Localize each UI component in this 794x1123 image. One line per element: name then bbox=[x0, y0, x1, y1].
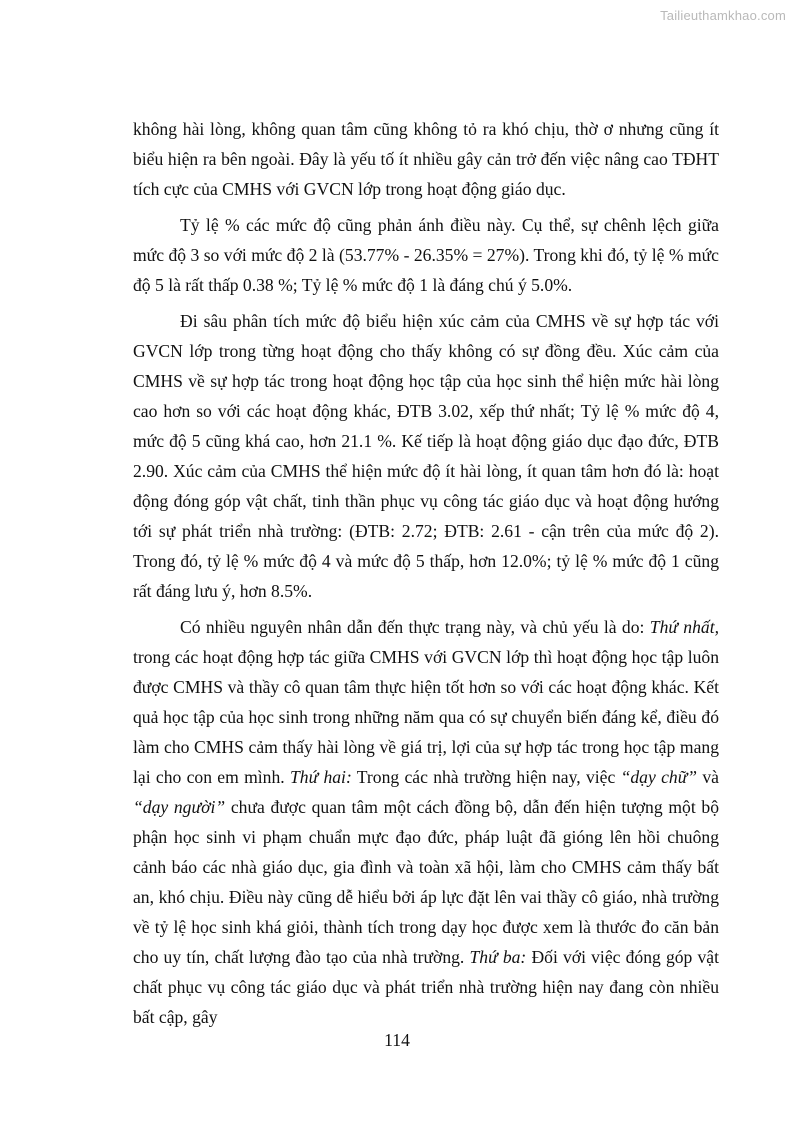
text-segment: chưa được quan tâm một cách đồng bộ, dẫn đến hiện tượng một bộ phận học sinh vi phạm chuẩn mực đạo đức, pháp luật đã gióng lên hồi chuông cảnh báo các nhà giáo dục, gia đình và toàn xã hội, làm cho CMHS cảm thấy bất an, khó chịu. Điều này cũng dễ hiểu bởi áp lực đặt lên vai thầy cô giáo, nhà trường về tỷ lệ học sinh khá giỏi, thành tích trong dạy học được xem là thước đo căn bản cho uy tín, chất lượng đào tạo của nhà trường. bbox=[133, 797, 719, 967]
text-segment: Đối với việc đóng góp vật chất phục vụ công tác giáo dục và phát triển nhà trường hiện nay đang còn nhiều bất cập, gây bbox=[133, 947, 719, 1027]
italic-segment: Thứ hai: bbox=[289, 767, 352, 787]
page-number: 114 bbox=[384, 1030, 410, 1050]
text-segment: Có nhiều nguyên nhân dẫn đến thực trạng này, và chủ yếu là do: bbox=[180, 617, 650, 637]
italic-segment: “dạy người” bbox=[133, 797, 226, 817]
text-segment: và bbox=[697, 767, 719, 787]
italic-segment: Thứ nhất, bbox=[649, 617, 719, 637]
text-segment: Tỷ lệ % các mức độ cũng phản ánh điều này. Cụ thể, sự chênh lệch giữa mức độ 3 so với mức độ 2 là (53.77% - 26.35% = 27%). Trong khi đó, tỷ lệ % mức độ 5 là rất thấp 0.38 %; Tỷ lệ % mức độ 1 là đáng chú ý 5.0%. bbox=[133, 215, 719, 295]
paragraph-2 bbox=[133, 210, 719, 300]
watermark: Tailieuthamkhao.com bbox=[660, 8, 786, 23]
italic-segment: “dạy chữ” bbox=[620, 767, 698, 787]
body-text bbox=[133, 114, 719, 1038]
paragraph-3 bbox=[133, 306, 719, 606]
paragraph-1 bbox=[133, 114, 719, 204]
italic-segment: Thứ ba: bbox=[469, 947, 527, 967]
text-segment: không hài lòng, không quan tâm cũng không tỏ ra khó chịu, thờ ơ nhưng cũng ít biểu hiện ra bên ngoài. Đây là yếu tố ít nhiều gây cản trở đến việc nâng cao TĐHT tích cực của CMHS với GVCN lớp trong hoạt động giáo dục. bbox=[133, 119, 719, 199]
text-segment: Đi sâu phân tích mức độ biểu hiện xúc cảm của CMHS về sự hợp tác với GVCN lớp trong từng hoạt động cho thấy không có sự đồng đều. Xúc cảm của CMHS về sự hợp tác trong hoạt động học tập của học sinh thể hiện mức hài lòng cao hơn so với các hoạt động khác, ĐTB 3.02, xếp thứ nhất; Tỷ lệ % mức độ 4, mức độ 5 cũng khá cao, hơn 21.1 %. Kế tiếp là hoạt động giáo dục đạo đức, ĐTB 2.90. Xúc cảm của CMHS thể hiện mức độ ít hài lòng, ít quan tâm hơn đó là: hoạt động đóng góp vật chất, tinh thần phục vụ công tác giáo dục và hoạt động hướng tới sự phát triển nhà trường: (ĐTB: 2.72; ĐTB: 2.61 - cận trên của mức độ 2). Trong đó, tỷ lệ % mức độ 4 và mức độ 5 thấp, hơn 12.0%; tỷ lệ % mức độ 1 cũng rất đáng lưu ý, hơn 8.5%. bbox=[133, 311, 719, 601]
text-segment: Trong các nhà trường hiện nay, việc bbox=[351, 767, 621, 787]
text-segment: trong các hoạt động hợp tác giữa CMHS với GVCN lớp thì hoạt động học tập luôn được CMHS và thầy cô quan tâm thực hiện tốt hơn so với các hoạt động khác. Kết quả học tập của học sinh trong những năm qua có sự chuyển biến đáng kể, điều đó làm cho CMHS cảm thấy hài lòng về giá trị, lợi của sự hợp tác trong học tập mang lại cho con em mình. bbox=[133, 647, 719, 787]
paragraph-4 bbox=[133, 612, 719, 1032]
